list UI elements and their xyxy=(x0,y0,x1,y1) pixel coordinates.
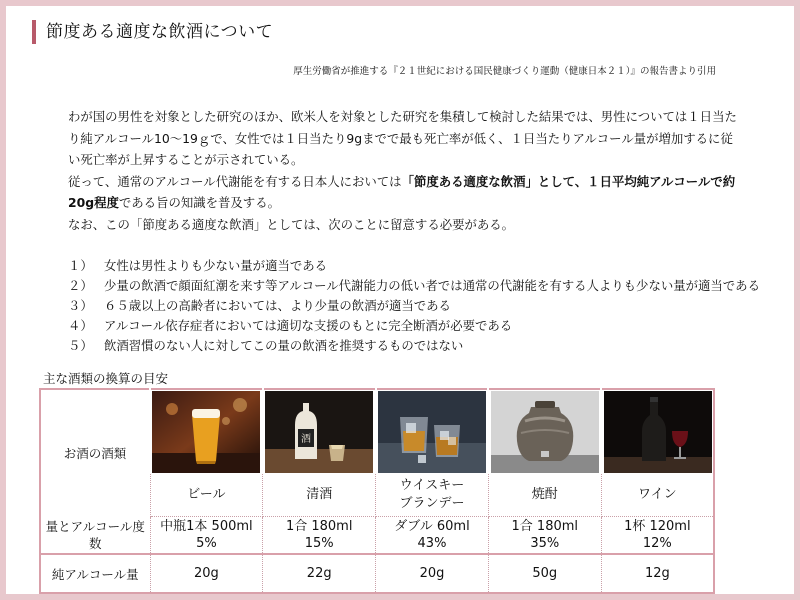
recommendation-tail: である旨の知識を普及する。 xyxy=(118,195,280,210)
drink-name-label: ビール xyxy=(187,487,226,502)
list-item xyxy=(68,296,760,316)
abv-value: 15% xyxy=(304,536,334,551)
drink-name-shochu xyxy=(488,474,601,517)
note-text: アルコール依存症者においては適切な支援のもとに完全断酒が必要である xyxy=(104,318,513,333)
title-accent-bar xyxy=(32,20,36,44)
abv-value: 43% xyxy=(417,536,447,551)
beer-photo-icon xyxy=(152,391,260,473)
whisky-photo-icon xyxy=(378,391,486,473)
drink-name-label: ウイスキー xyxy=(399,478,465,493)
drink-name-wine xyxy=(601,474,714,517)
paragraph-recommendation xyxy=(68,171,738,214)
list-item xyxy=(68,316,760,336)
drink-name-whisky xyxy=(376,474,489,517)
drink-name-label-2: ブランデー xyxy=(399,496,465,511)
wine-image-cell xyxy=(601,389,714,474)
notes-list xyxy=(68,256,760,356)
beer-image-cell xyxy=(150,389,263,474)
paragraph-caution: なお、この「節度ある適度な飲酒」としては、次のことに留意する必要がある。 xyxy=(68,216,515,232)
note-number: ４） xyxy=(68,318,93,333)
note-text: ６５歳以上の高齢者においては、より少量の飲酒が適当である xyxy=(104,298,451,313)
svg-text:酒: 酒 xyxy=(301,434,312,445)
amount-cell-sake xyxy=(263,517,376,555)
amount-value: 1杯 120ml xyxy=(624,519,691,534)
drink-name-label: 清酒 xyxy=(306,487,333,502)
abv-value: 12% xyxy=(642,536,672,551)
body-text xyxy=(68,106,738,235)
pure-cell-shochu: 50g xyxy=(488,554,601,593)
pure-cell-whisky: 20g xyxy=(376,554,489,593)
list-item xyxy=(68,256,760,276)
note-number: １） xyxy=(68,258,93,273)
drink-name-label: 焼酎 xyxy=(531,487,558,502)
abv-value: 5% xyxy=(196,536,217,551)
amount-value: 1合 180ml xyxy=(285,519,353,534)
recommendation-emphasis: 「節度ある適度な飲酒」として、１日平均純アルコールで約20g程度 xyxy=(68,173,736,210)
conversion-table xyxy=(39,388,715,594)
note-text: 少量の飲酒で顔面紅潮を来す等アルコール代謝能力の低い者では通常の代謝能を有する人よりも少ない量が適当である xyxy=(104,278,760,293)
wine-photo-icon xyxy=(604,391,712,473)
recommendation-intro: 従って、通常のアルコール代謝能を有する日本人においては xyxy=(68,173,402,189)
pure-cell-sake: 22g xyxy=(263,554,376,593)
paragraph-research: わが国の男性を対象とした研究のほか、欧米人を対象とした研究を集積して検討した結果では、男性については１日当たり純アルコール10〜19ｇで、女性では１日当たり9gまでで最も死亡率が低く、１日当たりアルコール量が増加するに従い死亡率が上昇することが示されている。 xyxy=(68,109,737,167)
shochu-image-cell xyxy=(488,389,601,474)
amount-cell-wine xyxy=(601,517,714,555)
amount-cell-beer xyxy=(150,517,263,555)
whisky-image-cell xyxy=(376,389,489,474)
note-number: ２） xyxy=(68,278,93,293)
amount-value: 1合 180ml xyxy=(511,519,579,534)
note-number: ３） xyxy=(68,298,93,313)
note-number: ５） xyxy=(68,338,93,353)
pure-cell-beer: 20g xyxy=(150,554,263,593)
list-item xyxy=(68,276,760,296)
amount-value: 中瓶1本 500ml xyxy=(160,519,253,534)
abv-value: 35% xyxy=(530,536,560,551)
amount-value: ダブル 60ml xyxy=(394,519,470,534)
sake-photo-icon xyxy=(265,391,373,473)
row-header-pure: 純アルコール量 xyxy=(40,554,150,593)
page-title: 節度ある適度な飲酒について xyxy=(46,22,274,42)
amount-cell-shochu xyxy=(488,517,601,555)
note-text: 女性は男性よりも少ない量が適当である xyxy=(104,258,328,273)
note-text: 飲酒習慣のない人に対してこの量の飲酒を推奨するものではない xyxy=(104,338,464,353)
row-header-type: お酒の酒類 xyxy=(40,389,150,517)
shochu-photo-icon xyxy=(491,391,599,473)
sake-image-cell xyxy=(263,389,376,474)
drink-name-sake xyxy=(263,474,376,517)
drink-name-beer xyxy=(150,474,263,517)
drink-name-label: ワイン xyxy=(638,487,677,502)
pure-cell-wine: 12g xyxy=(644,566,670,581)
source-citation: 厚生労働省が推進する『２１世紀における国民健康づくり運動（健康日本２１）』の報告書より引用 xyxy=(293,66,716,77)
row-header-amount: 量とアルコール度数 xyxy=(40,517,150,555)
table-title: 主な酒類の換算の目安 xyxy=(43,371,169,386)
list-item xyxy=(68,336,760,356)
amount-cell-whisky xyxy=(376,517,489,555)
